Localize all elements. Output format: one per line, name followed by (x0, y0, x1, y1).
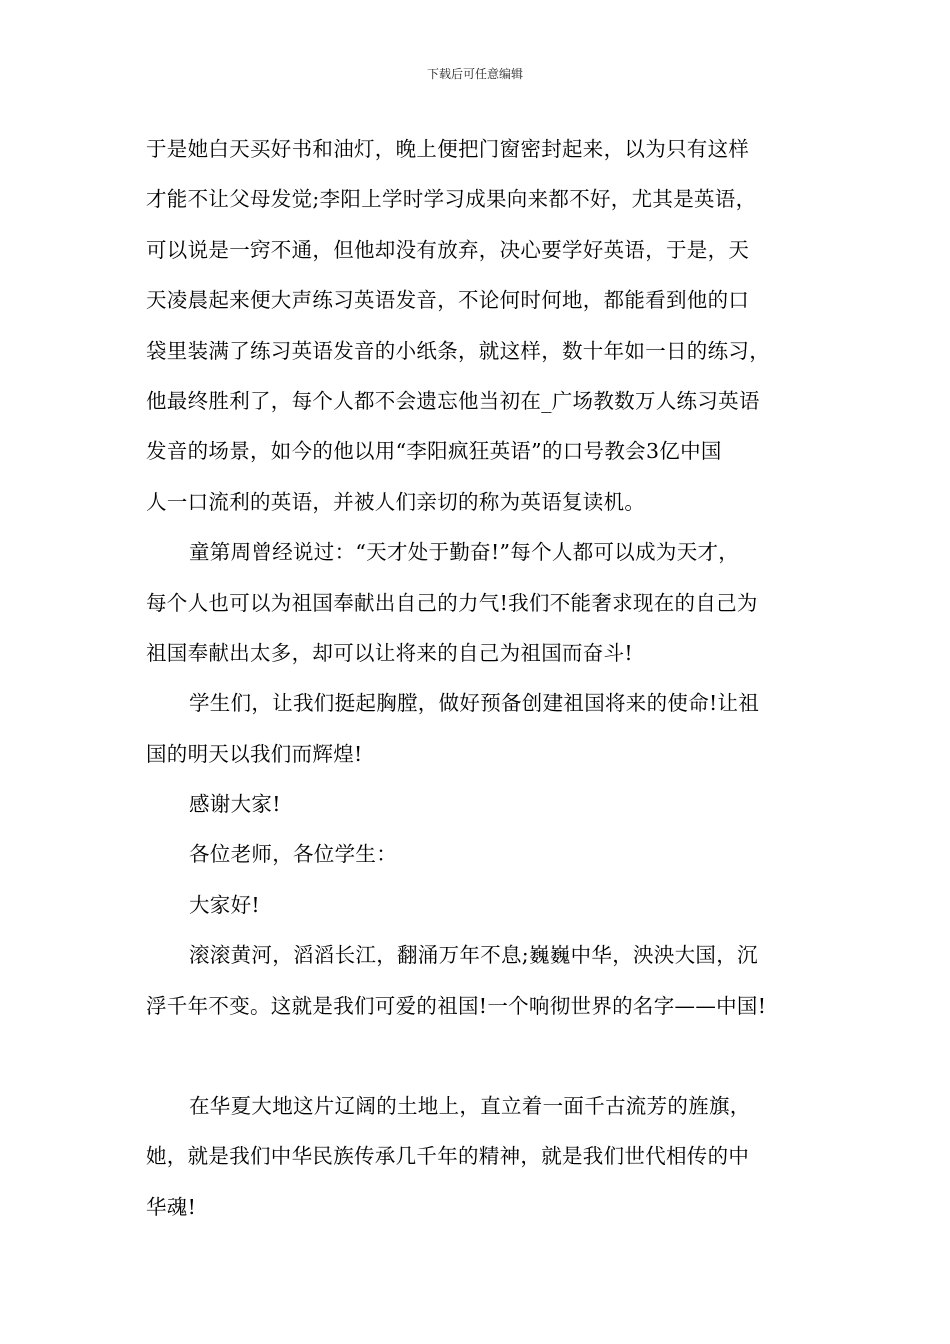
paragraph-first-line: 大家好! (189, 892, 260, 917)
text-line: 祖国奉献出太多，却可以让将来的自己为祖国而奋斗! (146, 640, 633, 665)
text-line: 袋里装满了练习英语发音的小纸条，就这样，数十年如一日的练习， (146, 338, 770, 363)
paragraph-first-line: 滚滚黄河，滔滔长江，翻涌万年不息;巍巍中华，泱泱大国，沉 (189, 943, 758, 968)
text-line: 浮千年不变。这就是我们可爱的祖国!一个响彻世界的名字——中国! (146, 993, 767, 1018)
paragraph-spacer (146, 1037, 818, 1087)
text-line: 发音的场景，如今的他以用“李阳疯狂英语”的口号教会3亿中国 (146, 439, 722, 464)
text-line: 国的明天以我们而辉煌! (146, 741, 363, 766)
paragraph-first-line: 童第周曾经说过：“天才处于勤奋!”每个人都可以成为天才， (189, 540, 740, 565)
text-line: 于是她白天买好书和油灯，晚上便把门窗密封起来，以为只有这样 (146, 137, 750, 161)
text-line: 华魂! (146, 1194, 197, 1219)
text-line: 每个人也可以为祖国奉献出自己的力气!我们不能奢求现在的自己为 (146, 590, 758, 615)
paragraph-first-line: 在华夏大地这片辽阔的土地上，直立着一面千古流芳的旌旗， (189, 1094, 751, 1119)
paragraph-first-line: 学生们，让我们挺起胸膛，做好预备创建祖国将来的使命!让祖 (189, 691, 760, 716)
paragraph-first-line: 感谢大家! (189, 792, 281, 817)
text-line: 人一口流利的英语，并被人们亲切的称为英语复读机。 (146, 489, 646, 514)
text-line: 他最终胜利了，每个人都不会遗忘他当初在_广场教数万人练习英语 (146, 388, 760, 413)
page-header: 下载后可任意编辑 (426, 67, 523, 81)
document-body (146, 130, 818, 1238)
text-line: 她，就是我们中华民族传承几千年的精神，就是我们世代相传的中 (146, 1144, 750, 1169)
text-line: 才能不让父母发觉;李阳上学时学习成果向来都不好，尤其是英语， (146, 187, 757, 212)
text-line: 可以说是一窍不通，但他却没有放弃，决心要学好英语，于是，天 (146, 237, 750, 262)
paragraph-first-line: 各位老师，各位学生： (189, 842, 397, 867)
text-line: 天凌晨起来便大声练习英语发音，不论何时何地，都能看到他的口 (146, 288, 750, 313)
